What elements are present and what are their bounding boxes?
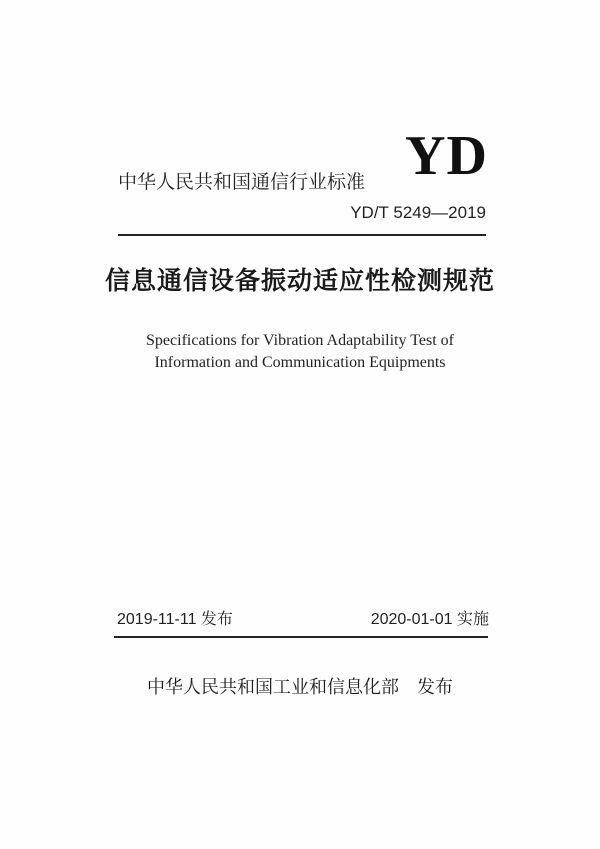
english-title-line-2: Information and Communication Equipments [154, 354, 446, 371]
publish-date: 2019-11-11 发布 [117, 611, 233, 628]
issuer-line [0, 679, 600, 697]
yd-logo: YD [405, 125, 488, 187]
top-divider [118, 234, 486, 236]
effective-date: 2020-01-01 实施 [370, 611, 489, 628]
issuer-action: 发布 [417, 677, 453, 698]
chinese-title: 信息通信设备振动适应性检测规范 [104, 266, 495, 295]
standard-category-label: 中华人民共和国通信行业标准 [118, 171, 366, 193]
standard-number: YD/T 5249—2019 [350, 203, 486, 222]
issuer-name: 中华人民共和国工业和信息化部 [147, 677, 399, 698]
bottom-divider [114, 636, 488, 638]
english-title-line-1: Specifications for Vibration Adaptability Test of [146, 332, 454, 349]
